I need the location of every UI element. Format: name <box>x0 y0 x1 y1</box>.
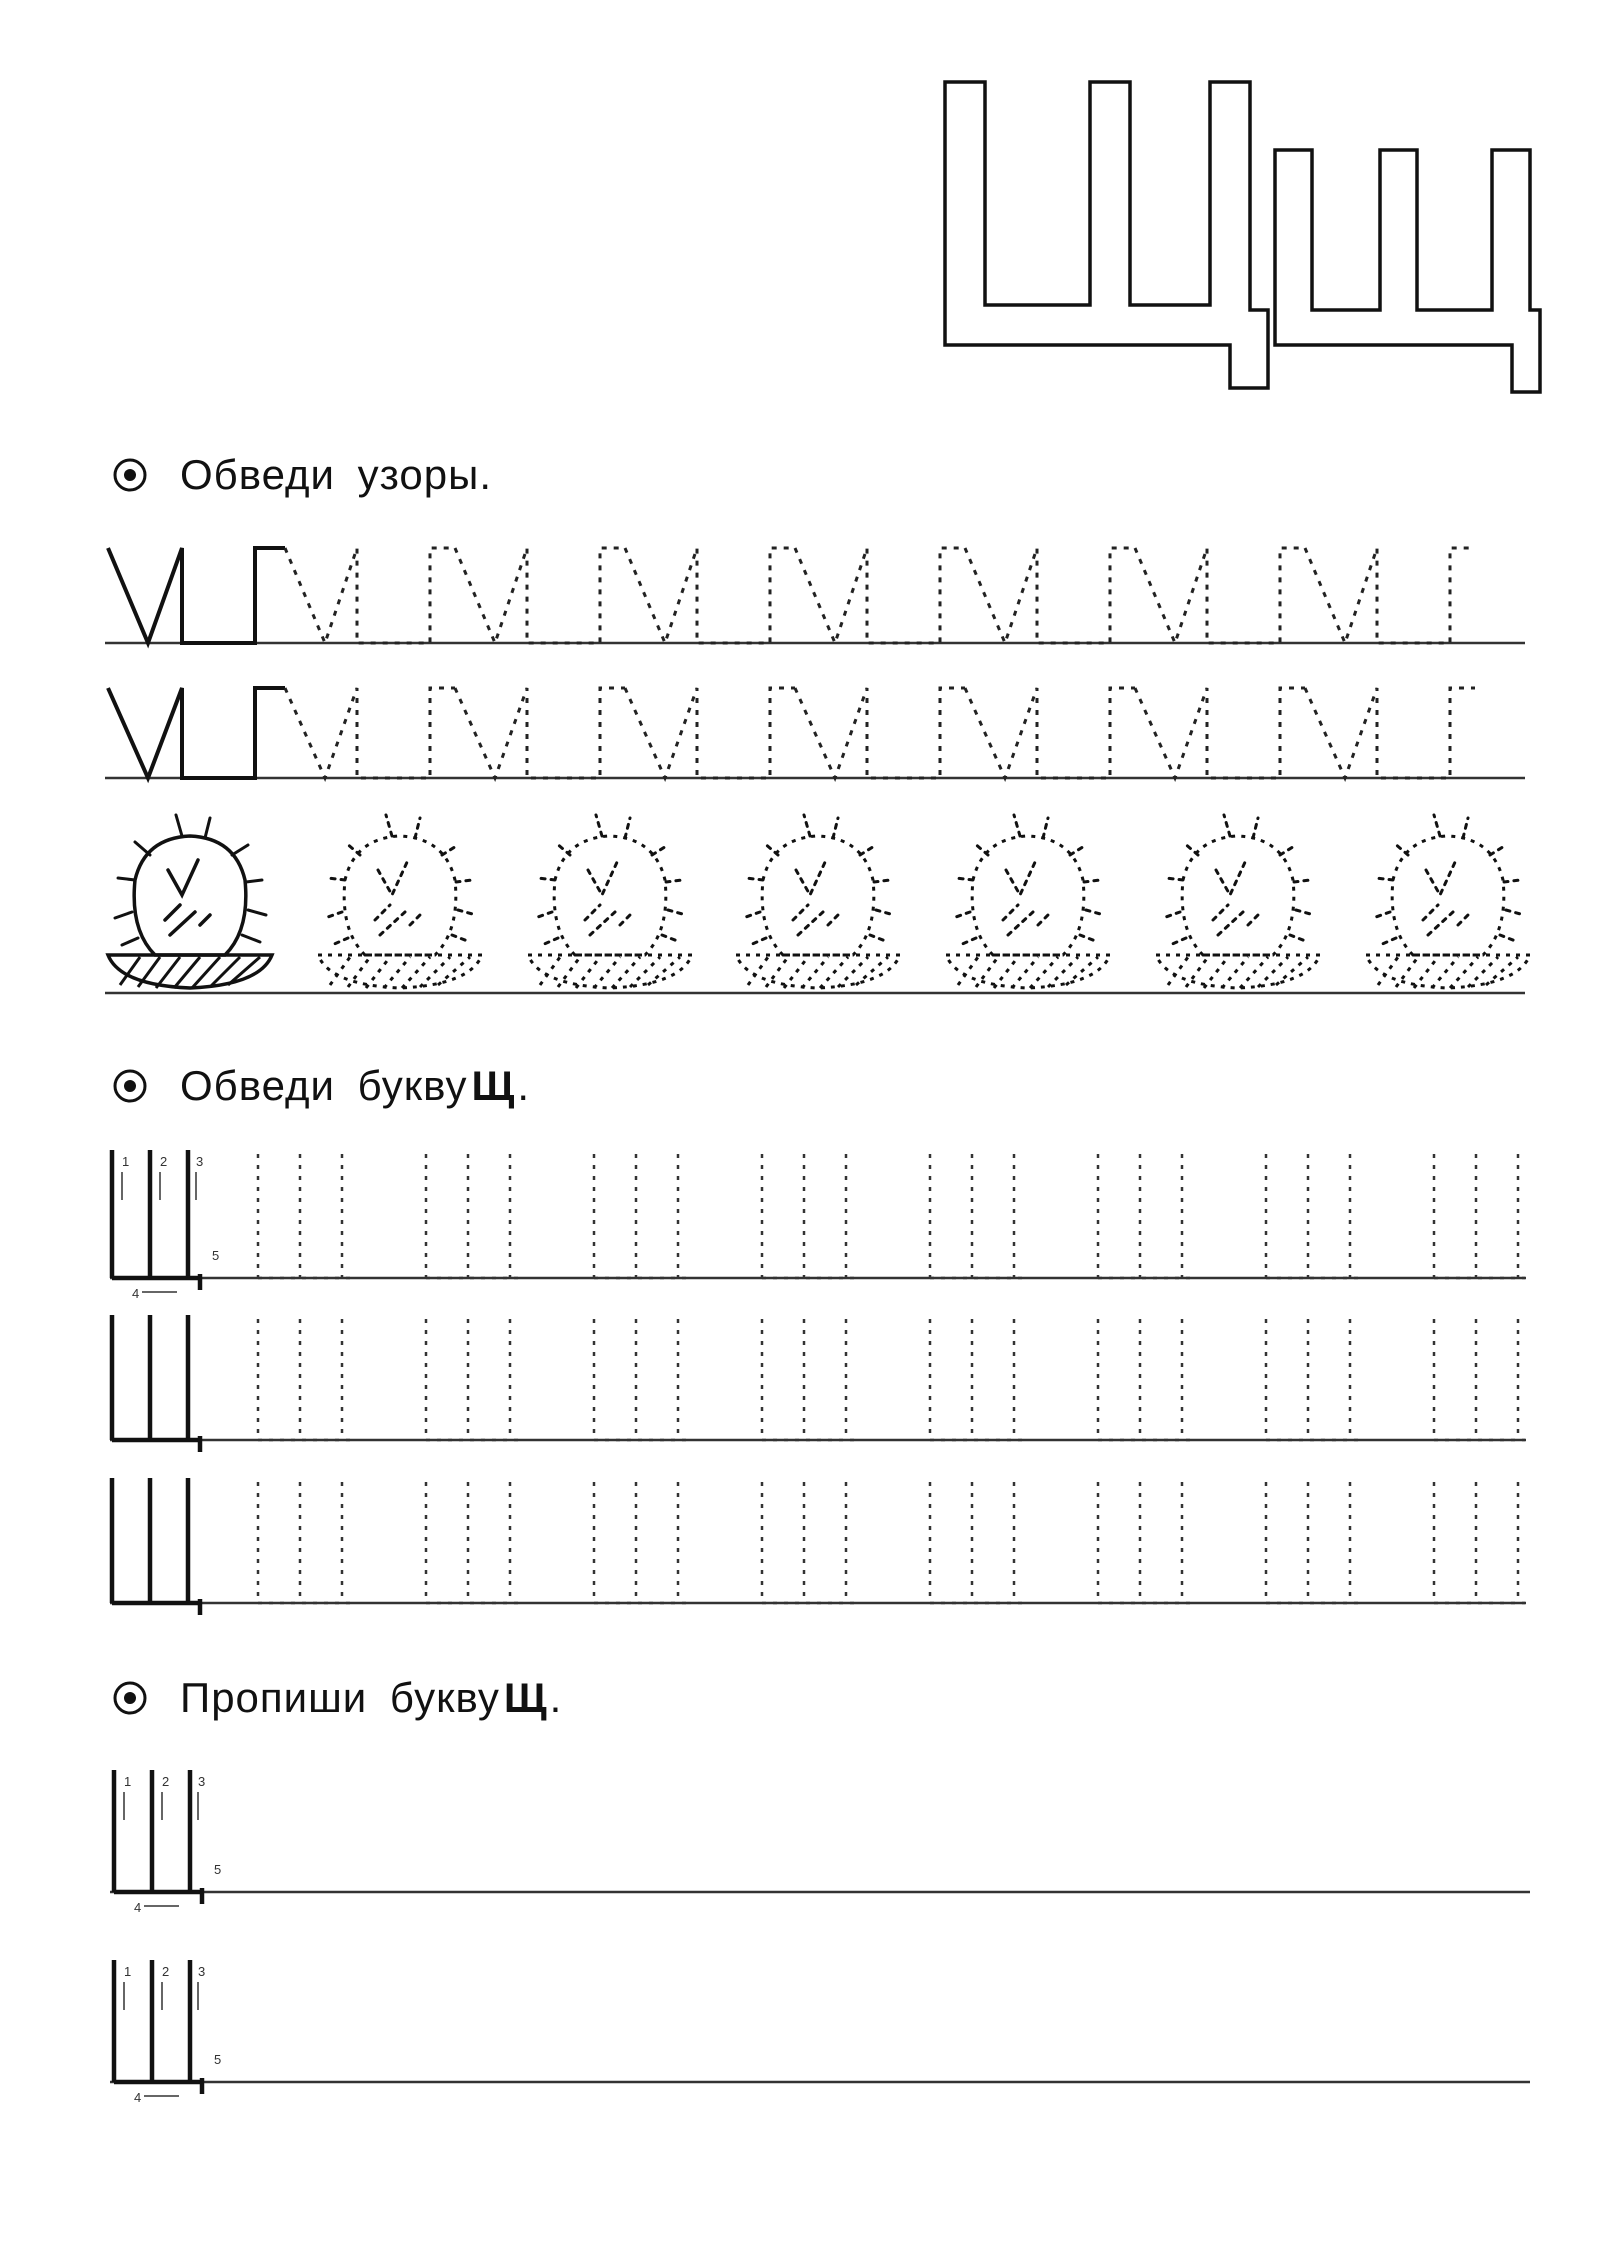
stroke-number: 5 <box>212 1248 220 1263</box>
heading-trace-letter-period: . <box>517 1062 531 1109</box>
dotted-letter-sch <box>426 1319 520 1440</box>
heading-write-letter-text: Пропиши букву <box>180 1674 500 1721</box>
heading-trace-patterns-text: Обведи узоры. <box>180 451 492 498</box>
stroke-number: 4 <box>134 2090 142 2105</box>
dotted-letter-sch <box>762 1482 856 1603</box>
dotted-cactus-icon <box>736 815 900 988</box>
stroke-number: 1 <box>122 1154 130 1169</box>
big-letter-sch-upper <box>945 82 1268 388</box>
dotted-letter-sch <box>594 1482 688 1603</box>
stroke-number: 3 <box>198 1774 206 1789</box>
zigzag-pattern-row-2 <box>105 688 1525 778</box>
heading-trace-letter-glyph: Щ <box>471 1062 516 1109</box>
flower-bullet-icon <box>110 455 150 495</box>
stroke-number: 1 <box>124 1774 132 1789</box>
dotted-cactus-icon <box>1366 815 1530 988</box>
solid-letter-sch <box>112 1315 200 1452</box>
stroke-number: 5 <box>214 1862 222 1877</box>
flower-bullet-icon <box>110 1066 150 1106</box>
dotted-cactus-icon <box>318 815 482 988</box>
heading-trace-letter-text: Обведи букву <box>180 1062 468 1109</box>
heading-trace-patterns <box>110 445 492 505</box>
dotted-letter-sch <box>258 1482 352 1603</box>
stroke-number: 5 <box>214 2052 222 2067</box>
dotted-letter-sch <box>930 1482 1024 1603</box>
stroke-number: 4 <box>132 1286 140 1301</box>
dotted-letter-sch <box>258 1319 352 1440</box>
heading-write-letter-period: . <box>549 1674 563 1721</box>
stroke-number: 1 <box>124 1964 132 1979</box>
dotted-letter-sch <box>930 1319 1024 1440</box>
dotted-letter-sch <box>1266 1319 1360 1440</box>
letter-write-rows <box>110 1770 1530 2105</box>
flower-bullet-icon <box>110 1678 150 1718</box>
stroke-number: 2 <box>162 1964 170 1979</box>
dotted-letter-sch <box>762 1319 856 1440</box>
solid-letter-sch <box>112 1478 200 1615</box>
stroke-number: 2 <box>160 1154 168 1169</box>
stroke-number: 2 <box>162 1774 170 1789</box>
dotted-letter-sch <box>1098 1319 1192 1440</box>
heading-write-letter <box>110 1668 562 1728</box>
dotted-letter-sch <box>1266 1154 1360 1278</box>
dotted-letter-sch <box>426 1482 520 1603</box>
dotted-cactus-icon <box>946 815 1110 988</box>
stroke-number: 3 <box>196 1154 204 1169</box>
letter-trace-rows <box>110 1150 1528 1615</box>
cactus-pattern-row <box>105 815 1530 993</box>
stroke-number: 4 <box>134 1900 142 1915</box>
dotted-letter-sch <box>1434 1319 1528 1440</box>
dotted-letter-sch <box>762 1154 856 1278</box>
cactus-in-pot-icon <box>108 815 272 988</box>
dotted-letter-sch <box>1434 1154 1528 1278</box>
big-letter-sch-lower <box>1275 150 1540 392</box>
dotted-letter-sch <box>1266 1482 1360 1603</box>
dotted-letter-sch <box>1098 1154 1192 1278</box>
dotted-cactus-icon <box>1156 815 1320 988</box>
stroke-number: 3 <box>198 1964 206 1979</box>
dotted-letter-sch <box>930 1154 1024 1278</box>
heading-trace-letter <box>110 1056 530 1116</box>
dotted-letter-sch <box>426 1154 520 1278</box>
dotted-letter-sch <box>1434 1482 1528 1603</box>
dotted-letter-sch <box>594 1154 688 1278</box>
dotted-letter-sch <box>258 1154 352 1278</box>
heading-write-letter-glyph: Щ <box>503 1674 548 1721</box>
dotted-cactus-icon <box>528 815 692 988</box>
zigzag-pattern-row-1 <box>105 548 1525 643</box>
dotted-letter-sch <box>1098 1482 1192 1603</box>
dotted-letter-sch <box>594 1319 688 1440</box>
